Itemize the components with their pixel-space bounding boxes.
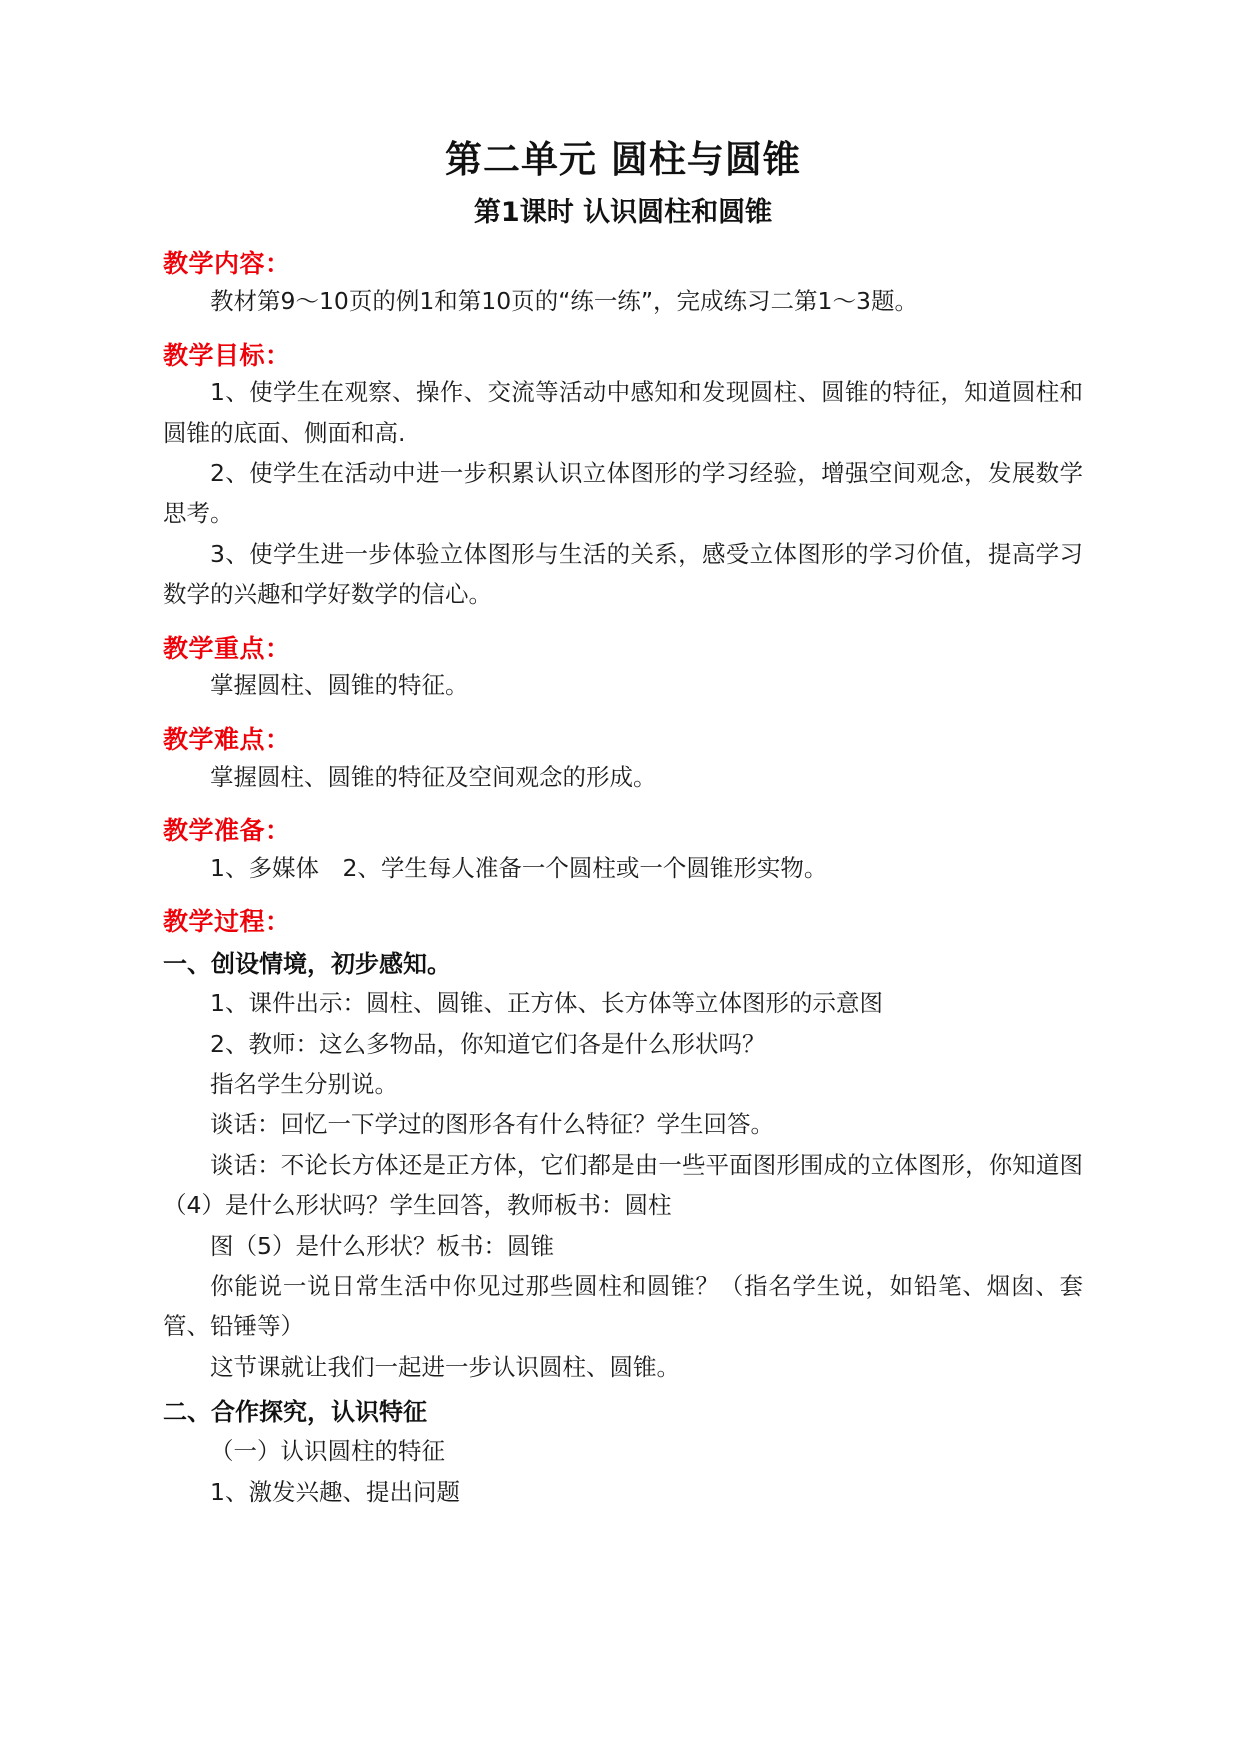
document-content <box>163 0 1083 1512</box>
text-part-one-line-4: 谈话：回忆一下学过的图形各有什么特征？学生回答。 <box>210 1110 774 1139</box>
text-part-one-line-3: 指名学生分别说。 <box>210 1069 398 1098</box>
heading-teaching-content: 教学内容： <box>163 249 291 279</box>
text-part-one-line-2: 2、教师：这么多物品，你知道它们各是什么形状吗？ <box>210 1029 766 1058</box>
text-teaching-content: 教材第9～10页的例1和第10页的“练一练”，完成练习二第1～3题。 <box>210 287 918 316</box>
text-part-two-line-1: （一）认识圆柱的特征 <box>210 1437 445 1466</box>
text-part-one-line-5: 谈话：不论长方体还是正方体，它们都是由一些平面图形围成的立体图形，你知道图（4）是什么形状吗？学生回答，教师板书：圆柱 <box>163 1150 1083 1220</box>
text-part-two-line-2: 1、激发兴趣、提出问题 <box>210 1477 460 1506</box>
text-objective-2: 2、使学生在活动中进一步积累认识立体图形的学习经验，增强空间观念，发展数学思考。 <box>163 459 1083 528</box>
text-part-one-line-7: 你能说一说日常生活中你见过那些圆柱和圆锥？（指名学生说，如铅笔、烟囱、套管、铅锤等） <box>163 1271 1083 1341</box>
heading-teaching-focus: 教学重点： <box>163 633 291 663</box>
text-part-one-line-1: 1、课件出示：圆柱、圆锥、正方体、长方体等立体图形的示意图 <box>210 989 883 1018</box>
text-teaching-difficulty: 掌握圆柱、圆锥的特征及空间观念的形成。 <box>210 762 657 791</box>
heading-process-part-one: 一、创设情境，初步感知。 <box>163 949 451 978</box>
text-objective-1: 1、使学生在观察、操作、交流等活动中感知和发现圆柱、圆锥的特征，知道圆柱和圆锥的底面、侧面和高. <box>163 378 1083 447</box>
page-subtitle: 第1课时 认识圆柱和圆锥 <box>473 197 773 229</box>
text-teaching-focus: 掌握圆柱、圆锥的特征。 <box>210 671 469 700</box>
heading-teaching-objectives: 教学目标： <box>163 340 291 370</box>
heading-process-part-two: 二、合作探究，认识特征 <box>163 1398 427 1427</box>
text-part-one-line-6: 图（5）是什么形状？板书：圆锥 <box>210 1231 554 1260</box>
heading-teaching-process: 教学过程： <box>163 907 291 937</box>
page-title: 第二单元 圆柱与圆锥 <box>445 138 801 181</box>
text-part-one-line-8: 这节课就让我们一起进一步认识圆柱、圆锥。 <box>210 1352 680 1381</box>
text-objective-3: 3、使学生进一步体验立体图形与生活的关系，感受立体图形的学习价值，提高学习数学的兴趣和学好数学的信心。 <box>163 539 1083 609</box>
text-teaching-preparation: 1、多媒体 2、学生每人准备一个圆柱或一个圆锥形实物。 <box>210 853 828 882</box>
heading-teaching-preparation: 教学准备： <box>163 816 291 845</box>
heading-teaching-difficulty: 教学难点： <box>163 724 291 754</box>
